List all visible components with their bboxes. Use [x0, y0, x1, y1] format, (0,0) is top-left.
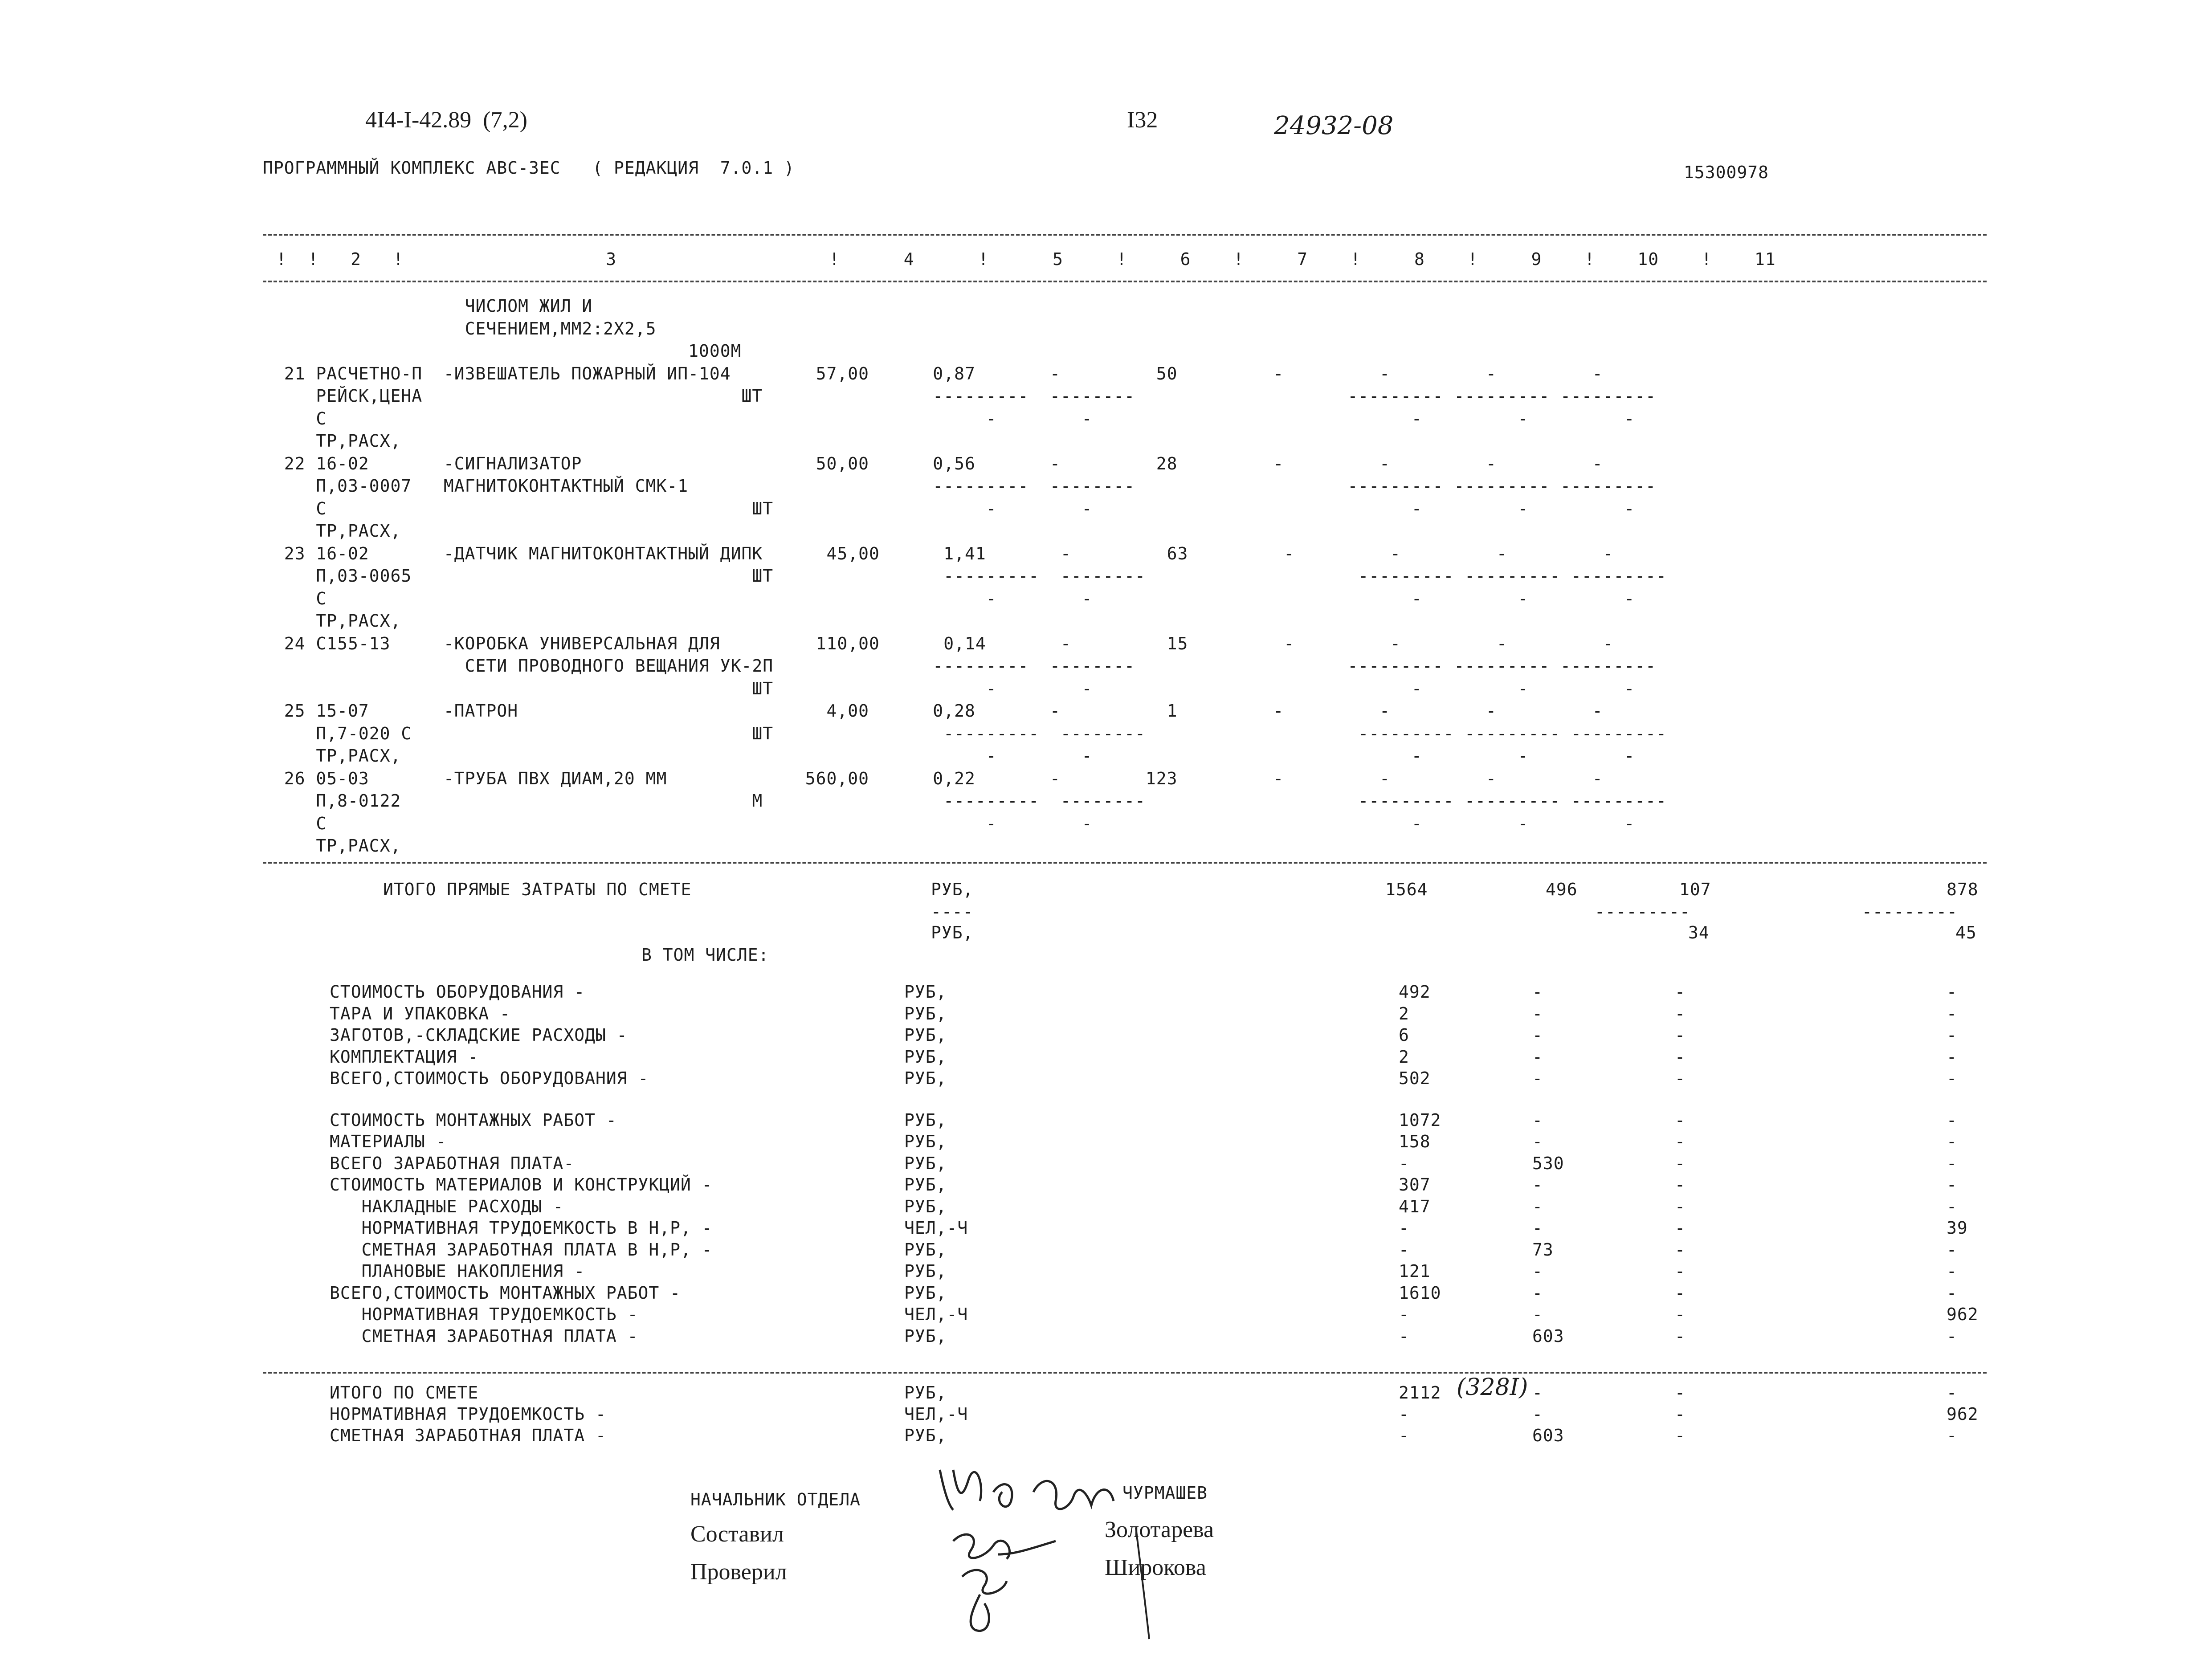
- final-label: НОРМАТИВНАЯ ТРУДОЕМКОСТЬ -: [330, 1404, 606, 1424]
- summary-col11: -: [1947, 1068, 1957, 1088]
- summary-col7: 158: [1399, 1132, 1431, 1151]
- summary-col11: -: [1947, 1196, 1957, 1216]
- direct-costs-label: ИТОГО ПРЯМЫЕ ЗАТРАТЫ ПО СМЕТЕ: [383, 880, 692, 899]
- summary-col11: -: [1947, 1110, 1957, 1130]
- summary-col7: -: [1399, 1326, 1409, 1346]
- column-header-row: ! ! 2 ! 3 ! 4 ! 5 ! 6 ! 7 ! 8 ! 9 ! 10 ! 11: [276, 249, 1776, 269]
- summary-col8: -: [1532, 1025, 1543, 1045]
- summary-bottom-rule: [263, 1372, 1987, 1374]
- summary-col7: 1072: [1399, 1110, 1441, 1130]
- table-line: 23 16-02 -ДАТЧИК МАГНИТОКОНТАКТНЫЙ ДИПК 45,00 1,41 - 63 - - - -: [263, 543, 1614, 563]
- summary-col11: -: [1947, 1326, 1957, 1346]
- direct-costs-col7: 1564: [1385, 880, 1428, 899]
- final-col11: -: [1947, 1426, 1957, 1445]
- summary-col11: -: [1947, 1175, 1957, 1195]
- table-line: П,7-020 С ШТ --------- -------- --------- --------- ---------: [263, 723, 1667, 743]
- summary-col8: -: [1532, 1218, 1543, 1238]
- final-col11: 962: [1947, 1404, 1979, 1424]
- summary-label: ВСЕГО ЗАРАБОТНАЯ ПЛАТА-: [330, 1153, 575, 1173]
- final-col8: -: [1532, 1383, 1543, 1403]
- table-line: П,03-0065 ШТ --------- -------- --------- --------- ---------: [263, 566, 1667, 586]
- handwritten-signatures: [926, 1452, 1265, 1648]
- page-number: I32: [1127, 107, 1158, 133]
- direct-costs-col9: 107: [1679, 880, 1711, 899]
- direct-costs-col11-b: 45: [1955, 923, 1977, 942]
- summary-col9: -: [1675, 1218, 1686, 1238]
- head-of-department-label: НАЧАЛЬНИК ОТДЕЛА: [690, 1490, 861, 1509]
- summary-col7: -: [1399, 1240, 1409, 1260]
- summary-col7: 2: [1399, 1003, 1409, 1023]
- final-col11: -: [1947, 1383, 1957, 1403]
- summary-col7: -: [1399, 1218, 1409, 1238]
- direct-costs-dashes: ----: [931, 902, 974, 922]
- summary-col8: -: [1532, 1068, 1543, 1088]
- summary-col11: -: [1947, 1240, 1957, 1260]
- summary-col8: -: [1532, 1047, 1543, 1067]
- document-id: 15300978: [1684, 163, 1769, 182]
- table-line: ТР,РАСХ,: [263, 611, 401, 631]
- direct-costs-col9-rule: ---------: [1595, 902, 1690, 922]
- summary-label: НАКЛАДНЫЕ РАСХОДЫ -: [330, 1196, 564, 1216]
- table-line: ТР,РАСХ, - - - - -: [263, 746, 1635, 766]
- summary-col9: -: [1675, 982, 1686, 1002]
- column-header-rule: [263, 281, 1987, 282]
- summary-label: ЗАГОТОВ,-СКЛАДСКИЕ РАСХОДЫ -: [330, 1025, 628, 1045]
- summary-col11: 39: [1947, 1218, 1968, 1238]
- direct-costs-unit-2: РУБ,: [931, 923, 974, 942]
- summary-label: ВСЕГО,СТОИМОСТЬ МОНТАЖНЫХ РАБОТ -: [330, 1283, 681, 1303]
- summary-col9: -: [1675, 1110, 1686, 1130]
- compiled-by-label: Составил: [690, 1521, 784, 1547]
- direct-costs-col11: 878: [1947, 880, 1979, 899]
- final-col7: 2112: [1399, 1383, 1441, 1403]
- summary-col9: -: [1675, 1025, 1686, 1045]
- summary-col8: -: [1532, 1132, 1543, 1151]
- summary-col9: -: [1675, 1240, 1686, 1260]
- direct-costs-unit: РУБ,: [931, 880, 974, 899]
- summary-col9: -: [1675, 1305, 1686, 1324]
- summary-col11: -: [1947, 1025, 1957, 1045]
- final-col9: -: [1675, 1404, 1686, 1424]
- summary-label: КОМПЛЕКТАЦИЯ -: [330, 1047, 479, 1067]
- final-label: СМЕТНАЯ ЗАРАБОТНАЯ ПЛАТА -: [330, 1426, 606, 1445]
- final-label: ИТОГО ПО СМЕТЕ: [330, 1383, 479, 1403]
- table-line: 26 05-03 -ТРУБА ПВХ ДИАМ,20 ММ 560,00 0,22 - 123 - - - -: [263, 768, 1603, 788]
- summary-unit: РУБ,: [904, 1003, 947, 1023]
- summary-col9: -: [1675, 1283, 1686, 1303]
- summary-col8: -: [1532, 1003, 1543, 1023]
- final-unit: РУБ,: [904, 1426, 947, 1445]
- summary-col11: -: [1947, 1003, 1957, 1023]
- table-line: С - - - - -: [263, 588, 1635, 608]
- summary-label: ТАРА И УПАКОВКА -: [330, 1003, 510, 1023]
- summary-unit: РУБ,: [904, 1153, 947, 1173]
- summary-col11: -: [1947, 1283, 1957, 1303]
- table-line: СЕТИ ПРОВОДНОГО ВЕЩАНИЯ УК-2П --------- -------- --------- --------- ---------: [263, 656, 1657, 676]
- table-line: 25 15-07 -ПАТРОН 4,00 0,28 - 1 - - - -: [263, 701, 1603, 721]
- summary-col11: -: [1947, 1153, 1957, 1173]
- summary-col7: 121: [1399, 1261, 1431, 1281]
- table-line: 22 16-02 -СИГНАЛИЗАТОР 50,00 0,56 - 28 - - - -: [263, 453, 1603, 473]
- summary-col8: -: [1532, 1110, 1543, 1130]
- head-of-department-name: ЧУРМАШЕВ: [1122, 1483, 1208, 1503]
- program-title: ПРОГРАММНЫЙ КОМПЛЕКС АВС-3ЕС ( РЕДАКЦИЯ 7.0.1 ): [263, 158, 795, 178]
- direct-costs-col8: 496: [1546, 880, 1578, 899]
- summary-col9: -: [1675, 1153, 1686, 1173]
- summary-col7: 1610: [1399, 1283, 1441, 1303]
- final-col7: -: [1399, 1404, 1409, 1424]
- summary-label: ВСЕГО,СТОИМОСТЬ ОБОРУДОВАНИЯ -: [330, 1068, 649, 1088]
- summary-col11: -: [1947, 1261, 1957, 1281]
- summary-unit: РУБ,: [904, 1132, 947, 1151]
- table-line: 21 РАСЧЕТНО-П -ИЗВЕШАТЕЛЬ ПОЖАРНЫЙ ИП-104 57,00 0,87 - 50 - - - -: [263, 363, 1603, 383]
- summary-col7: -: [1399, 1305, 1409, 1324]
- table-line: 24 С155-13 -КОРОБКА УНИВЕРСАЛЬНАЯ ДЛЯ 110,00 0,14 - 15 - - - -: [263, 633, 1614, 653]
- summary-col11: 962: [1947, 1305, 1979, 1324]
- summary-label: ПЛАНОВЫЕ НАКОПЛЕНИЯ -: [330, 1261, 585, 1281]
- summary-col8: -: [1532, 1261, 1543, 1281]
- summary-col8: -: [1532, 1283, 1543, 1303]
- table-line: С - - - - -: [263, 813, 1635, 833]
- summary-label: СМЕТНАЯ ЗАРАБОТНАЯ ПЛАТА В Н,Р, -: [330, 1240, 713, 1260]
- table-line: С - - - - -: [263, 408, 1635, 428]
- document-code: 4I4-I-42.89 (7,2): [365, 107, 527, 133]
- final-col8: 603: [1532, 1426, 1564, 1445]
- summary-label: СТОИМОСТЬ МАТЕРИАЛОВ И КОНСТРУКЦИЙ -: [330, 1175, 713, 1195]
- summary-col7: 502: [1399, 1068, 1431, 1088]
- summary-unit: РУБ,: [904, 1047, 947, 1067]
- table-line: ТР,РАСХ,: [263, 836, 401, 856]
- table-line: ШТ - - - - -: [263, 678, 1635, 698]
- summary-col9: -: [1675, 1196, 1686, 1216]
- summary-col11: -: [1947, 1132, 1957, 1151]
- table-line: П,03-0007 МАГНИТОКОНТАКТНЫЙ СМК-1 --------- -------- --------- --------- ---------: [263, 476, 1657, 496]
- checked-by-label: Проверил: [690, 1559, 787, 1585]
- summary-col9: -: [1675, 1132, 1686, 1151]
- summary-col8: -: [1532, 1305, 1543, 1324]
- summary-col9: -: [1675, 1003, 1686, 1023]
- final-unit: РУБ,: [904, 1383, 947, 1403]
- table-line: РЕЙСК,ЦЕНА ШТ --------- -------- --------- --------- ---------: [263, 386, 1657, 406]
- summary-unit: РУБ,: [904, 1283, 947, 1303]
- final-unit: ЧЕЛ,-Ч: [904, 1404, 968, 1424]
- summary-col8: 73: [1532, 1240, 1554, 1260]
- summary-unit: РУБ,: [904, 1326, 947, 1346]
- summary-col7: 6: [1399, 1025, 1409, 1045]
- table-line: СЕЧЕНИЕМ,ММ2:2Х2,5: [263, 318, 657, 338]
- summary-col7: 2: [1399, 1047, 1409, 1067]
- summary-label: НОРМАТИВНАЯ ТРУДОЕМКОСТЬ В Н,Р, -: [330, 1218, 713, 1238]
- summary-unit: РУБ,: [904, 1110, 947, 1130]
- summary-col8: 603: [1532, 1326, 1564, 1346]
- summary-label: СТОИМОСТЬ МОНТАЖНЫХ РАБОТ -: [330, 1110, 617, 1130]
- table-line: П,8-0122 М --------- -------- --------- --------- ---------: [263, 791, 1667, 811]
- table-line: ТР,РАСХ,: [263, 521, 401, 541]
- summary-label: НОРМАТИВНАЯ ТРУДОЕМКОСТЬ -: [330, 1305, 638, 1324]
- table-line: 1000М: [263, 341, 742, 361]
- summary-label: МАТЕРИАЛЫ -: [330, 1132, 447, 1151]
- summary-col8: -: [1532, 1175, 1543, 1195]
- final-col9: -: [1675, 1426, 1686, 1445]
- checked-by-name: Широкова: [1105, 1555, 1206, 1580]
- direct-costs-col11-rule: ---------: [1862, 902, 1958, 922]
- table-line: ТР,РАСХ,: [263, 431, 401, 451]
- table-bottom-rule: [263, 862, 1987, 864]
- handwritten-number: 24932-08: [1274, 111, 1394, 140]
- summary-unit: ЧЕЛ,-Ч: [904, 1305, 968, 1324]
- direct-costs-col9-b: 34: [1688, 923, 1710, 942]
- summary-label: СТОИМОСТЬ ОБОРУДОВАНИЯ -: [330, 982, 585, 1002]
- compiled-by-name: Золотарева: [1105, 1517, 1214, 1542]
- summary-col8: -: [1532, 1196, 1543, 1216]
- summary-col7: -: [1399, 1153, 1409, 1173]
- summary-col7: 492: [1399, 982, 1431, 1002]
- final-col8: -: [1532, 1404, 1543, 1424]
- summary-col9: -: [1675, 1326, 1686, 1346]
- summary-col11: -: [1947, 1047, 1957, 1067]
- summary-col9: -: [1675, 1068, 1686, 1088]
- final-col9: -: [1675, 1383, 1686, 1403]
- summary-col8: -: [1532, 982, 1543, 1002]
- summary-col9: -: [1675, 1047, 1686, 1067]
- summary-col9: -: [1675, 1261, 1686, 1281]
- summary-col11: -: [1947, 982, 1957, 1002]
- handwritten-total: (328I): [1457, 1374, 1528, 1401]
- summary-col7: 417: [1399, 1196, 1431, 1216]
- summary-unit: РУБ,: [904, 1175, 947, 1195]
- summary-unit: РУБ,: [904, 982, 947, 1002]
- summary-unit: РУБ,: [904, 1068, 947, 1088]
- summary-unit: РУБ,: [904, 1196, 947, 1216]
- summary-unit: ЧЕЛ,-Ч: [904, 1218, 968, 1238]
- summary-col9: -: [1675, 1175, 1686, 1195]
- summary-unit: РУБ,: [904, 1025, 947, 1045]
- summary-unit: РУБ,: [904, 1240, 947, 1260]
- summary-unit: РУБ,: [904, 1261, 947, 1281]
- table-line: ЧИСЛОМ ЖИЛ И: [263, 296, 593, 316]
- summary-col7: 307: [1399, 1175, 1431, 1195]
- summary-col8: 530: [1532, 1153, 1564, 1173]
- inclusive-heading: В ТОМ ЧИСЛЕ:: [641, 945, 769, 965]
- summary-label: СМЕТНАЯ ЗАРАБОТНАЯ ПЛАТА -: [330, 1326, 638, 1346]
- table-top-rule: [263, 234, 1987, 236]
- final-col7: -: [1399, 1426, 1409, 1445]
- table-line: С ШТ - - - - -: [263, 498, 1635, 518]
